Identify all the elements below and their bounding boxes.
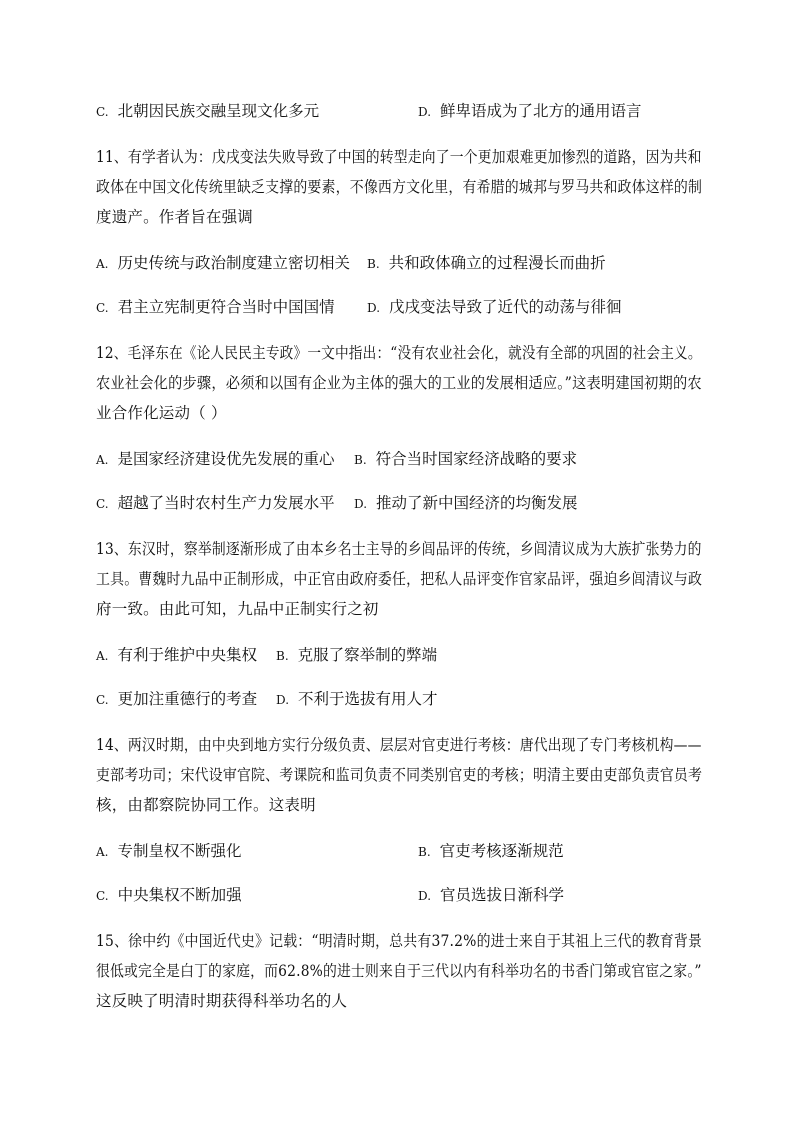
option-key: A. [96, 453, 109, 467]
q11-stem-line-1: 11、有学者认为：戊戌变法失败导致了中国的转型走向了一个更加艰难更加惨烈的道路，因为共和 [96, 148, 702, 166]
option-key: A. [96, 649, 109, 663]
q15-stem-line-1: 15、徐中约《中国近代史》记载：“明清时期，总共有37.2%的进士来自于其祖上三代的教育背景 [96, 932, 703, 950]
option-key: B. [276, 649, 289, 663]
option-text: 历史传统与政治制度建立密切相关 [117, 254, 350, 272]
q12-option-b[interactable] [354, 449, 577, 470]
q12-option-d[interactable] [354, 493, 578, 514]
q14-stem-line-3: 核，由都察院协同工作。这表明 [96, 796, 316, 814]
q14-stem-line-1: 14、两汉时期，由中央到地方实行分级负责、层层对官吏进行考核：唐代出现了专门考核机构—— [96, 736, 702, 754]
option-key: C. [96, 497, 109, 511]
option-text: 鲜卑语成为了北方的通用语言 [440, 102, 642, 120]
q12-option-c[interactable] [96, 493, 335, 514]
option-text: 克服了察举制的弊端 [297, 646, 438, 664]
q10-option-c[interactable] [96, 101, 319, 122]
q14-option-b[interactable] [418, 841, 564, 862]
option-key: D. [418, 889, 432, 903]
q13-stem-line-1: 13、东汉时，察举制逐渐形成了由本乡名士主导的乡闾品评的传统，乡闾清议成为大族扩张势力的 [96, 540, 702, 558]
option-text: 更加注重德行的考查 [117, 690, 258, 708]
option-key: C. [96, 693, 109, 707]
q13-stem-line-2: 工具。曹魏时九品中正制形成，中正官由政府委任，把私人品评变作官家品评，强迫乡闾清议与政 [96, 570, 703, 588]
option-key: B. [418, 845, 431, 859]
option-text: 官吏考核逐渐规范 [439, 842, 564, 860]
option-key: B. [354, 453, 367, 467]
q11-stem-line-3: 度遗产。作者旨在强调 [96, 208, 254, 226]
option-key: C. [96, 301, 109, 315]
option-key: C. [96, 889, 109, 903]
option-text: 不利于选拔有用人才 [298, 690, 438, 708]
q14-stem-line-2: 吏部考功司；宋代设审官院、考课院和监司负责不同类别官吏的考核；明清主要由吏部负责官员考 [96, 766, 703, 784]
q14-option-d[interactable] [418, 885, 564, 906]
q14-option-a[interactable] [96, 841, 242, 862]
q14-option-c[interactable] [96, 885, 242, 906]
q15-stem-line-3: 这反映了明清时期获得科举功名的人 [96, 992, 348, 1010]
q11-stem-line-2: 政体在中国文化传统里缺乏支撑的要素，不像西方文化里，有希腊的城邦与罗马共和政体这样的制 [96, 178, 703, 196]
q12-option-a[interactable] [96, 449, 335, 470]
option-text: 中央集权不断加强 [117, 886, 242, 904]
option-key: C. [96, 105, 109, 119]
q10-option-d[interactable] [418, 101, 642, 122]
q12-stem-line-2: 农业社会化的步骤，必须和以国有企业为主体的强大的工业的发展相适应。”这表明建国初期的农 [96, 374, 702, 392]
q11-option-c[interactable] [96, 297, 335, 318]
option-key: B. [367, 257, 380, 271]
q13-option-b[interactable] [276, 645, 437, 666]
q11-option-b[interactable] [367, 253, 606, 274]
option-text: 有利于维护中央集权 [117, 646, 257, 664]
option-key: D. [354, 497, 368, 511]
q13-option-d[interactable] [276, 689, 438, 710]
option-text: 专制皇权不断强化 [117, 842, 242, 860]
q11-option-d[interactable] [367, 297, 622, 318]
q13-option-a[interactable] [96, 645, 257, 666]
q11-option-a[interactable] [96, 253, 350, 274]
q12-stem-line-1: 12、毛泽东在《论人民民主专政》一文中指出：“没有农业社会化，就没有全部的巩固的社会主义。 [96, 344, 702, 362]
option-key: D. [276, 693, 290, 707]
option-key: D. [367, 301, 381, 315]
option-key: D. [418, 105, 432, 119]
q13-stem-line-3: 府一致。由此可知，九品中正制实行之初 [96, 600, 379, 618]
option-text: 推动了新中国经济的均衡发展 [376, 494, 578, 512]
option-text: 共和政体确立的过程漫长而曲折 [388, 254, 606, 272]
option-text: 超越了当时农村生产力发展水平 [117, 494, 335, 512]
option-key: A. [96, 845, 109, 859]
option-text: 君主立宪制更符合当时中国国情 [117, 298, 335, 316]
q15-stem-line-2: 很低或完全是白丁的家庭，而62.8%的进士则来自于三代以内有科举功名的书香门第或官宦之家。” [96, 962, 702, 980]
q13-option-c[interactable] [96, 689, 257, 710]
option-text: 官员选拔日渐科学 [440, 886, 565, 904]
option-text: 北朝因民族交融呈现文化多元 [117, 102, 320, 120]
q12-stem-line-3: 业合作化运动（ ） [96, 404, 227, 422]
option-text: 戊戌变法导致了近代的动荡与徘徊 [389, 298, 622, 316]
option-key: A. [96, 257, 109, 271]
option-text: 是国家经济建设优先发展的重心 [117, 450, 335, 468]
option-text: 符合当时国家经济战略的要求 [375, 450, 578, 468]
